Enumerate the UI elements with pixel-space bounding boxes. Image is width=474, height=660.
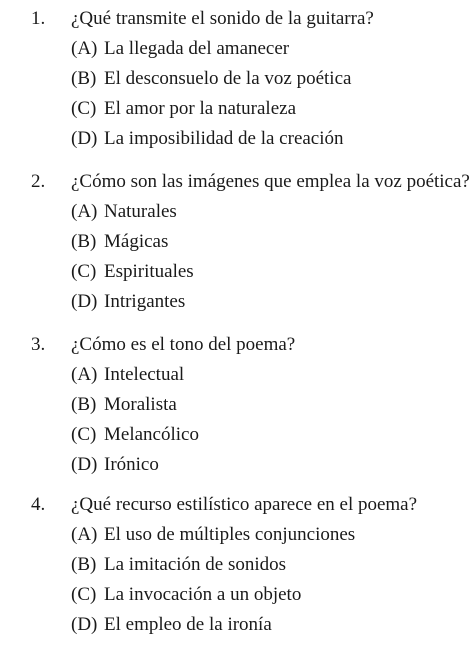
option-letter: (A)	[71, 364, 98, 385]
option-text: La invocación a un objeto	[104, 584, 302, 605]
option-a[interactable]	[0, 197, 474, 227]
option-c[interactable]	[0, 580, 474, 610]
question-number: 2.	[31, 171, 46, 192]
question-prompt	[0, 4, 474, 34]
question-4	[0, 490, 474, 640]
option-a[interactable]	[0, 520, 474, 550]
option-letter: (D)	[71, 291, 98, 312]
question-number: 1.	[31, 8, 46, 29]
option-letter: (B)	[71, 231, 97, 252]
option-letter: (D)	[71, 128, 98, 149]
option-c[interactable]	[0, 257, 474, 287]
option-text: Moralista	[104, 394, 177, 415]
option-text: Espirituales	[104, 261, 194, 282]
option-d[interactable]	[0, 124, 474, 154]
option-letter: (C)	[71, 584, 97, 605]
option-letter: (A)	[71, 524, 98, 545]
option-letter: (D)	[71, 454, 98, 475]
option-d[interactable]	[0, 287, 474, 317]
option-text: El empleo de la ironía	[104, 614, 272, 635]
option-letter: (B)	[71, 394, 97, 415]
option-text: Irónico	[104, 454, 159, 475]
option-text: La llegada del amanecer	[104, 38, 290, 59]
option-text: Intelectual	[104, 364, 185, 385]
question-number: 3.	[31, 334, 46, 355]
option-a[interactable]	[0, 34, 474, 64]
option-text: Melancólico	[104, 424, 199, 445]
question-prompt	[0, 490, 474, 520]
option-text: El desconsuelo de la voz poética	[104, 68, 352, 89]
option-a[interactable]	[0, 360, 474, 390]
option-letter: (C)	[71, 98, 97, 119]
option-text: Intrigantes	[104, 291, 186, 312]
option-letter: (B)	[71, 554, 97, 575]
question-text: ¿Qué transmite el sonido de la guitarra?	[71, 8, 374, 29]
option-c[interactable]	[0, 94, 474, 124]
option-letter: (A)	[71, 38, 98, 59]
question-number: 4.	[31, 494, 46, 515]
option-d[interactable]	[0, 450, 474, 480]
option-letter: (D)	[71, 614, 98, 635]
option-letter: (A)	[71, 201, 98, 222]
option-b[interactable]	[0, 64, 474, 94]
question-prompt	[0, 167, 474, 197]
option-text: El amor por la naturaleza	[104, 98, 297, 119]
option-letter: (C)	[71, 424, 97, 445]
option-c[interactable]	[0, 420, 474, 450]
option-d[interactable]	[0, 610, 474, 640]
option-letter: (B)	[71, 68, 97, 89]
question-text: ¿Cómo son las imágenes que emplea la voz poética?	[71, 171, 470, 192]
option-text: El uso de múltiples conjunciones	[104, 524, 356, 545]
question-prompt	[0, 330, 474, 360]
option-text: La imposibilidad de la creación	[104, 128, 344, 149]
question-text: ¿Qué recurso estilístico aparece en el poema?	[71, 494, 418, 515]
question-text: ¿Cómo es el tono del poema?	[71, 334, 296, 355]
question-1	[0, 4, 474, 154]
option-b[interactable]	[0, 227, 474, 257]
option-text: La imitación de sonidos	[104, 554, 287, 575]
option-text: Mágicas	[104, 231, 169, 252]
question-3	[0, 330, 474, 480]
option-letter: (C)	[71, 261, 97, 282]
option-b[interactable]	[0, 390, 474, 420]
option-b[interactable]	[0, 550, 474, 580]
question-2	[0, 167, 474, 317]
option-text: Naturales	[104, 201, 177, 222]
